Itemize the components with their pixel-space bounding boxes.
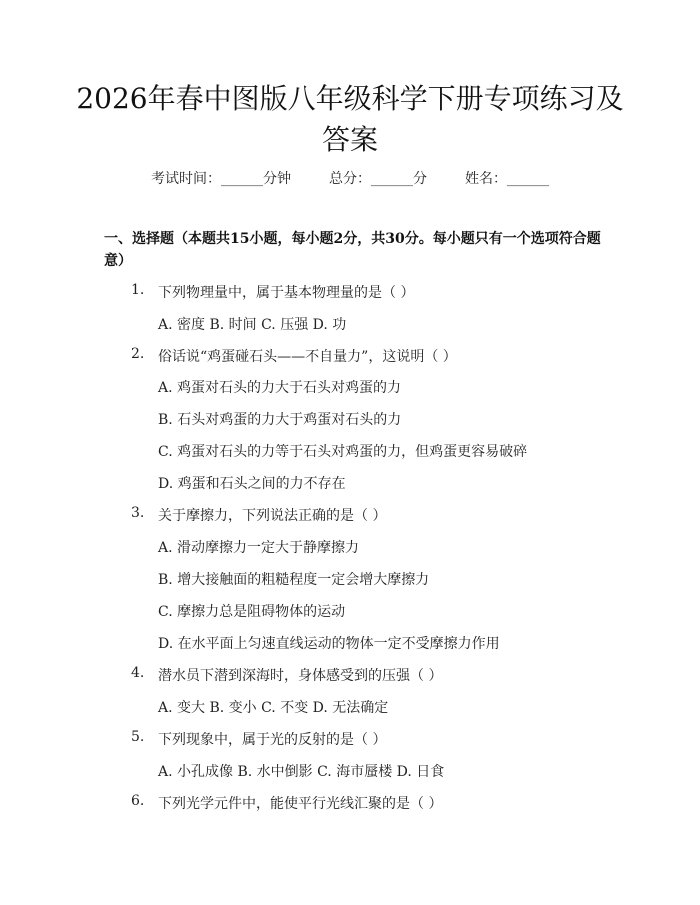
question-text: 下列物理量中，属于基本物理量的是（ ） [158, 285, 415, 301]
option-d: D. 鸡蛋和石头之间的力不存在 [158, 476, 346, 492]
question-3 [0, 505, 700, 525]
question-text: 俗话说“鸡蛋碰石头——不自量力”，这说明（ ） [158, 349, 457, 365]
total-score: 总分：______分 [329, 171, 427, 187]
question-text: 下列现象中，属于光的反射的是（ ） [158, 732, 387, 748]
question-number: 1. [131, 282, 145, 298]
option-c: C. 摩擦力总是阻碍物体的运动 [158, 604, 346, 620]
question-number: 4. [131, 665, 145, 681]
question-number: 6. [131, 793, 145, 809]
option-b: B. 增大接触面的粗糙程度一定会增大摩擦力 [158, 572, 430, 588]
question-number: 2. [131, 346, 145, 362]
page-title: 2026年春中图版八年级科学下册专项练习及答案 [76, 82, 624, 156]
question-4 [0, 665, 700, 685]
option-b: B. 石头对鸡蛋的力大于鸡蛋对石头的力 [158, 412, 402, 428]
option-a: A. 鸡蛋对石头的力大于石头对鸡蛋的力 [158, 380, 402, 396]
question-5 [0, 729, 700, 749]
question-2 [0, 346, 700, 366]
option-c: C. 鸡蛋对石头的力等于石头对鸡蛋的力，但鸡蛋更容易破碎 [158, 444, 528, 460]
question-text: 潜水员下潜到深海时，身体感受到的压强（ ） [158, 668, 443, 684]
option-a: A. 滑动摩擦力一定大于静摩擦力 [158, 540, 360, 556]
question-options: A. 变大 B. 变小 C. 不变 D. 无法确定 [158, 700, 389, 716]
exam-time: 考试时间：______分钟 [151, 171, 291, 187]
question-text: 关于摩擦力，下列说法正确的是（ ） [158, 508, 387, 524]
question-6 [0, 793, 700, 813]
question-number: 5. [131, 729, 145, 745]
question-options: A. 密度 B. 时间 C. 压强 D. 功 [158, 317, 347, 333]
question-number: 3. [131, 505, 145, 521]
exam-info-line [0, 168, 700, 188]
student-name: 姓名：______ [465, 171, 549, 187]
question-options: A. 小孔成像 B. 水中倒影 C. 海市蜃楼 D. 日食 [158, 764, 445, 780]
option-d: D. 在水平面上匀速直线运动的物体一定不受摩擦力作用 [158, 636, 500, 652]
question-text: 下列光学元件中，能使平行光线汇聚的是（ ） [158, 796, 443, 812]
section-heading: 一、选择题（本题共15小题，每小题2分，共30分。每小题只有一个选项符合题意） [104, 231, 601, 269]
question-1 [0, 282, 700, 302]
